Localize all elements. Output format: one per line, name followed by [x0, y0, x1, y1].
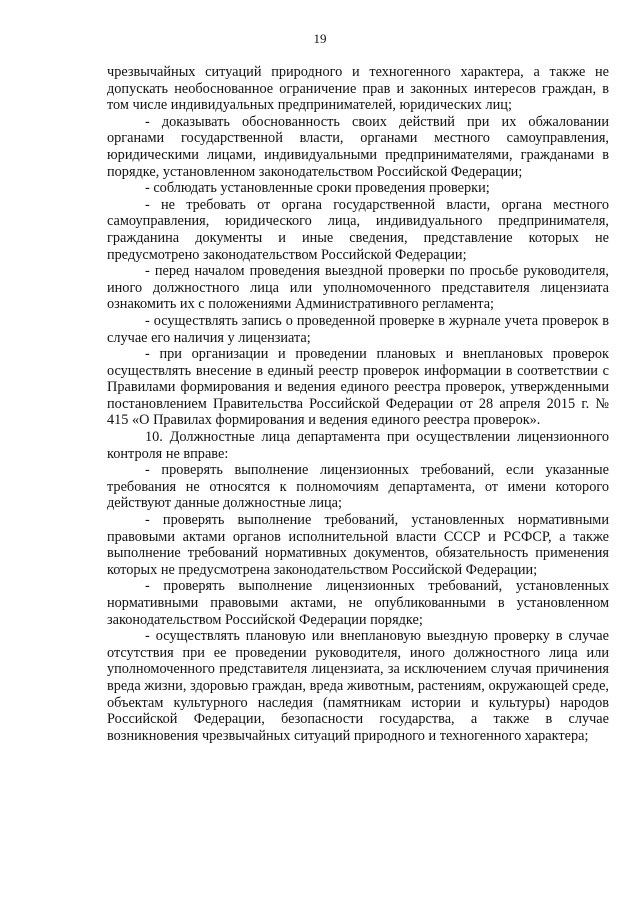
paragraph-justify-actions: - доказывать обоснованность своих действий при их обжаловании органами государственной власти, органами местного самоуправления, юридическими лицами, индивидуальными предпринимателями, гражданами в порядке, установленном законодательством Российской Федерации; [107, 113, 609, 180]
page-number: 19 [313, 31, 327, 46]
paragraph-continuation: чрезвычайных ситуаций природного и техногенного характера, а также не допускать необоснованное ограничение прав и законных интересов граждан, в том числе индивидуальных предпринимателей, юридических лиц; [107, 64, 609, 114]
paragraph-observe-deadlines: - соблюдать установленные сроки проведения проверки; [145, 180, 490, 197]
paragraph-inspection-log: - осуществлять запись о проведенной проверке в журнале учета проверок в случае его наличия у лицензиата; [107, 312, 609, 346]
paragraph-unpublished-acts: - проверять выполнение лицензионных требований, установленных нормативными правовыми актами, не опубликованными в установленном законодательством Российской Федерации порядке; [107, 578, 609, 628]
paragraph-outside-competence: - проверять выполнение лицензионных требований, если указанные требования не относятся к полномочиям департамента, от имени которого действуют данные должностные лица; [107, 462, 609, 512]
paragraph-ussr-rsfsr-acts: - проверять выполнение требований, установленных нормативными правовыми актами органов исполнительной власти СССР и РСФСР, а также выполнение требований нормативных документов, обязательность применения которых не предусмотрена законодательством Российской Федерации; [107, 512, 609, 578]
paragraph-unified-register: - при организации и проведении плановых и внеплановых проверок осуществлять внесение в единый реестр проверок информации в соответствии с Правилами формирования и ведения единого реестра проверок, утвержденными постановлением Правительства Российской Федерации от 28 апреля 2015 г. № 415 «О Правилах формирования и ведения единого реестра проверок». [107, 346, 609, 429]
document-body [107, 64, 609, 744]
paragraph-section-10: 10. Должностные лица департамента при осуществлении лицензионного контроля не вправе: [107, 429, 609, 462]
paragraph-absence-of-representative: - осуществлять плановую или внеплановую выездную проверку в случае отсутствия при ее проведении руководителя, иного должностного лица или уполномоченного представителя лицензиата, за исключением случая причинения вреда жизни, здоровью граждан, вреда животным, растениям, окружающей среде, объектам культурного наследия (памятникам истории и культуры) народов Российской Федерации, безопасности государства, а также в случае возникновения чрезвычайных ситуаций природного и техногенного характера; [107, 628, 609, 744]
paragraph-no-extra-documents: - не требовать от органа государственной власти, органа местного самоуправления, юридического лица, индивидуального предпринимателя, гражданина документы и иные сведения, представление которых не предусмотрено законодательством Российской Федерации; [107, 196, 609, 263]
paragraph-familiarize-regulation: - перед началом проведения выездной проверки по просьбе руководителя, иного должностного лица или уполномоченного представителя лицензиата ознакомить их с положениями Административного регламента; [107, 263, 609, 313]
